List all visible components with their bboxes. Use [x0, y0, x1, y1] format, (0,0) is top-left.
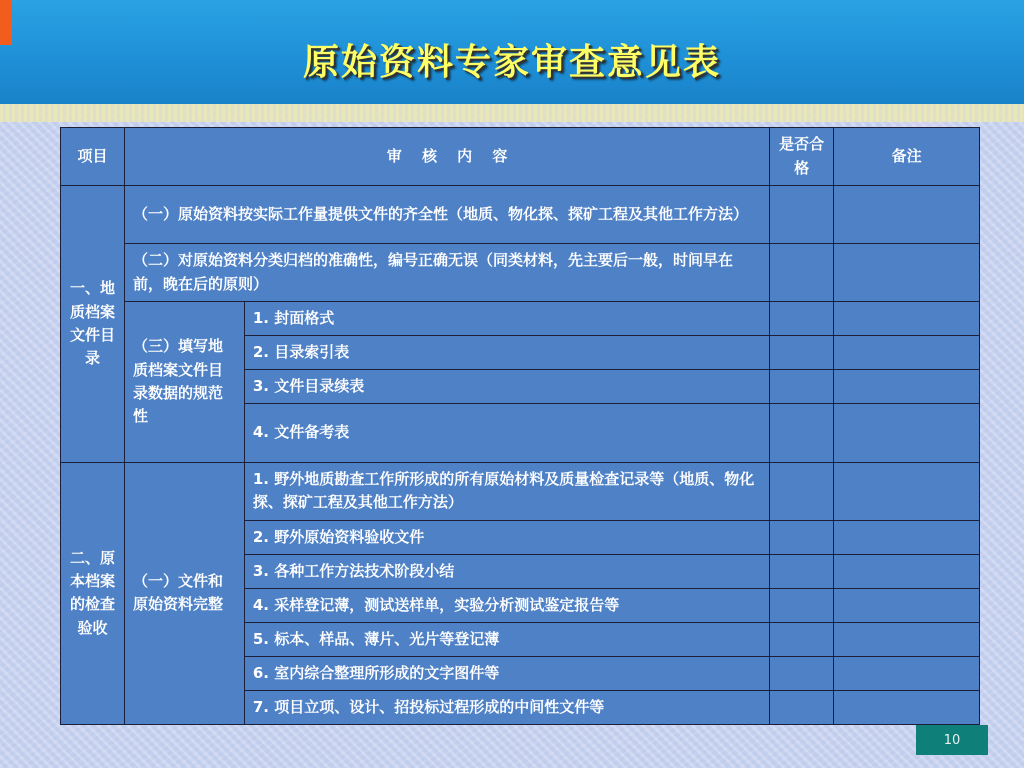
- header-notes: 备注: [834, 128, 980, 186]
- section2-sub1-label: （一）文件和原始资料完整: [124, 462, 244, 724]
- table-row: [61, 302, 980, 336]
- review-table: [60, 127, 980, 725]
- section1-sub3-label: （三）填写地质档案文件目录数据的规范性: [124, 302, 244, 462]
- section2-sub1-item: 1. 野外地质勘查工作所形成的所有原始材料及质量检查记录等（地质、物化探、探矿工程及其他工作方法）: [244, 462, 769, 520]
- section2-sub1-item: 7. 项目立项、设计、招投标过程形成的中间性文件等: [244, 690, 769, 724]
- notes-cell[interactable]: [834, 462, 980, 520]
- section2-sub1-item: 5. 标本、样品、薄片、光片等登记薄: [244, 622, 769, 656]
- section1-sub3-item: 1. 封面格式: [244, 302, 769, 336]
- notes-cell[interactable]: [834, 690, 980, 724]
- notes-cell[interactable]: [834, 656, 980, 690]
- header-item: 项目: [61, 128, 125, 186]
- notes-cell[interactable]: [834, 336, 980, 370]
- section1-sub3-item: 2. 目录索引表: [244, 336, 769, 370]
- header-content: 审 核 内 容: [124, 128, 769, 186]
- table-row: [61, 186, 980, 244]
- header-qualified: 是否合格: [770, 128, 834, 186]
- qualified-cell[interactable]: [770, 622, 834, 656]
- section2-sub1-item: 6. 室内综合整理所形成的文字图件等: [244, 656, 769, 690]
- qualified-cell[interactable]: [770, 588, 834, 622]
- table-row: [61, 244, 980, 302]
- notes-cell[interactable]: [834, 520, 980, 554]
- qualified-cell[interactable]: [770, 656, 834, 690]
- section2-label: 二、原本档案的检查验收: [61, 462, 125, 724]
- qualified-cell[interactable]: [770, 520, 834, 554]
- section1-sub3-item: 4. 文件备考表: [244, 404, 769, 462]
- qualified-cell[interactable]: [770, 336, 834, 370]
- section1-sub3-item: 3. 文件目录续表: [244, 370, 769, 404]
- notes-cell[interactable]: [834, 404, 980, 462]
- qualified-cell[interactable]: [770, 186, 834, 244]
- notes-cell[interactable]: [834, 622, 980, 656]
- qualified-cell[interactable]: [770, 462, 834, 520]
- qualified-cell[interactable]: [770, 244, 834, 302]
- section1-label: 一、地质档案文件目录: [61, 186, 125, 462]
- table-header-row: [61, 128, 980, 186]
- table-row: [61, 462, 980, 520]
- notes-cell[interactable]: [834, 186, 980, 244]
- section1-row1-content: （一）原始资料按实际工作量提供文件的齐全性（地质、物化探、探矿工程及其他工作方法）: [124, 186, 769, 244]
- section2-sub1-item: 2. 野外原始资料验收文件: [244, 520, 769, 554]
- qualified-cell[interactable]: [770, 690, 834, 724]
- qualified-cell[interactable]: [770, 370, 834, 404]
- notes-cell[interactable]: [834, 370, 980, 404]
- notes-cell[interactable]: [834, 302, 980, 336]
- section2-sub1-item: 3. 各种工作方法技术阶段小结: [244, 554, 769, 588]
- qualified-cell[interactable]: [770, 554, 834, 588]
- notes-cell[interactable]: [834, 244, 980, 302]
- qualified-cell[interactable]: [770, 302, 834, 336]
- notes-cell[interactable]: [834, 588, 980, 622]
- qualified-cell[interactable]: [770, 404, 834, 462]
- section1-row2-content: （二）对原始资料分类归档的准确性，编号正确无误（同类材料，先主要后一般，时间早在前，晚在后的原则）: [124, 244, 769, 302]
- notes-cell[interactable]: [834, 554, 980, 588]
- section2-sub1-item: 4. 采样登记薄，测试送样单，实验分析测试鉴定报告等: [244, 588, 769, 622]
- header-band: [0, 104, 1024, 122]
- page-number: 10: [916, 725, 988, 755]
- page-title: 原始资料专家审查意见表: [302, 42, 721, 83]
